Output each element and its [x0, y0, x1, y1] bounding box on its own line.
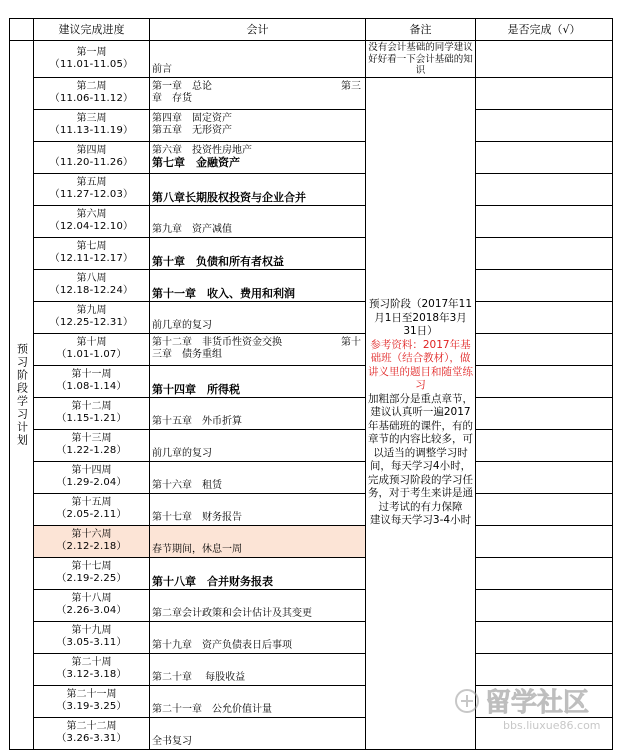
chapter-cell [150, 429, 366, 461]
week-dates: （2.12-2.18） [56, 541, 127, 552]
week-dates: （12.25-12.31） [49, 317, 134, 328]
chapter-text: 第九章 资产减值 [152, 223, 232, 235]
week-dates: （12.18-12.24） [49, 285, 134, 296]
chapter-cell [150, 41, 366, 78]
week-number: 第四周 [76, 145, 107, 156]
completion-cell[interactable] [476, 461, 613, 493]
week-row [10, 429, 613, 461]
chapter-text: 第一章 总论 [152, 80, 212, 92]
chapter-cell [150, 589, 366, 621]
week-dates: （2.19-2.25） [56, 573, 127, 584]
chapter-text-second-line: 第五章 无形资产 [152, 124, 232, 136]
completion-cell[interactable] [476, 173, 613, 205]
chapter-text-continued: 第三 [341, 80, 361, 92]
week-dates: （12.11-12.17） [49, 253, 134, 264]
study-plan-table [9, 18, 613, 750]
week-row [10, 301, 613, 333]
chapter-cell [150, 333, 366, 365]
week-row [10, 365, 613, 397]
week-row [10, 269, 613, 301]
week-cell [34, 205, 150, 237]
week-number: 第十一周 [71, 369, 112, 380]
completion-cell[interactable] [476, 557, 613, 589]
chapter-text: 第二十章 每股收益 [152, 671, 246, 683]
completion-cell[interactable] [476, 525, 613, 557]
chapter-text: 第十章 负债和所有者权益 [152, 254, 284, 268]
completion-cell[interactable] [476, 621, 613, 653]
week-row [10, 525, 613, 557]
completion-cell[interactable] [476, 301, 613, 333]
week-row [10, 621, 613, 653]
week-cell [34, 525, 150, 557]
chapter-cell [150, 493, 366, 525]
week-row [10, 41, 613, 78]
week-number: 第十八周 [71, 593, 112, 604]
week-dates: （2.26-3.04） [56, 605, 127, 616]
chapter-cell [150, 557, 366, 589]
chapter-text: 第十五章 外币折算 [152, 415, 242, 427]
week-number: 第十五周 [71, 497, 112, 508]
weeks-body [10, 41, 613, 750]
week-number: 第十四周 [71, 465, 112, 476]
week-cell [34, 461, 150, 493]
chapter-text-second-line: 第七章 金融资产 [152, 155, 240, 169]
week-number: 第十二周 [71, 401, 112, 412]
week-cell [34, 173, 150, 205]
completion-cell[interactable] [476, 77, 613, 109]
week-number: 第一周 [76, 46, 107, 58]
completion-cell[interactable] [476, 365, 613, 397]
header-progress: 建议完成进度 [34, 19, 150, 41]
week-number: 第十三周 [71, 433, 112, 444]
week-row [10, 141, 613, 173]
chapter-text: 第二章会计政策和会计估计及其变更 [152, 607, 312, 619]
week-row [10, 237, 613, 269]
week-dates: （11.01-11.05） [49, 58, 134, 70]
week-number: 第二十二周 [66, 721, 117, 732]
chapter-cell [150, 269, 366, 301]
header-completed: 是否完成（√） [476, 19, 613, 41]
week-number: 第十九周 [71, 625, 112, 636]
chapter-text: 第十九章 资产负债表日后事项 [152, 639, 292, 651]
chapter-cell [150, 301, 366, 333]
chapter-text: 春节期间，休息一周 [152, 543, 242, 555]
week-cell [34, 397, 150, 429]
remark-part2: 参考资料：2017年基础班（结合教材），做讲义里的题目和随堂练习 [368, 338, 473, 392]
completion-cell[interactable] [476, 141, 613, 173]
week-dates: （11.20-11.26） [49, 157, 134, 168]
week-dates: （1.01-1.07） [56, 349, 127, 360]
week-row [10, 397, 613, 429]
remark-part3: 加粗部分是重点章节，建议认真听一遍2017年基础班的课件，有的章节的内容比较多，可以适当的调整学习时间，每天学习4小时，完成预习阶段的学习任务，对于考生来讲是通过考试的有力保障 [368, 392, 473, 513]
week-cell [34, 141, 150, 173]
week-cell [34, 653, 150, 685]
remark-main [366, 77, 476, 749]
week-number: 第八周 [76, 273, 107, 284]
week-dates: （11.27-12.03） [49, 189, 134, 200]
chapter-cell [150, 621, 366, 653]
remark-part4: 建议每天学习3-4小时 [369, 514, 472, 527]
chapter-text: 第十一章 收入、费用和利润 [152, 286, 295, 300]
completion-cell[interactable] [476, 205, 613, 237]
chapter-text-continued: 第十 [341, 336, 361, 348]
chapter-cell [150, 141, 366, 173]
header-corner [10, 19, 34, 41]
week-number: 第五周 [76, 177, 107, 188]
completion-cell[interactable] [476, 269, 613, 301]
chapter-text: 第八章长期股权投资与企业合并 [152, 190, 306, 204]
study-plan-table-container [9, 18, 612, 750]
week-dates: （3.05-3.11） [56, 637, 127, 648]
watermark-logo [451, 679, 621, 735]
week-number: 第七周 [76, 241, 107, 252]
week-row [10, 109, 613, 141]
week-number: 第二十周 [71, 657, 112, 668]
stage-label-text: 预习阶段学习计划 [15, 342, 29, 447]
week-row [10, 173, 613, 205]
week-dates: （12.04-12.10） [49, 221, 134, 232]
chapter-text: 前言 [152, 63, 172, 75]
chapter-text: 前几章的复习 [152, 447, 212, 459]
week-number: 第二周 [76, 81, 107, 92]
week-number: 第十七周 [71, 561, 112, 572]
remark-part1: 预习阶段（2017年11月1日至2018年3月31日） [368, 298, 473, 338]
chapter-cell [150, 77, 366, 109]
completion-cell[interactable] [476, 397, 613, 429]
chapter-text-second-line: 章 存货 [152, 92, 192, 104]
week-dates: （1.22-1.28） [56, 445, 127, 456]
week-number: 第十六周 [71, 529, 112, 540]
week-dates: （1.15-1.21） [56, 413, 127, 424]
chapter-text: 第二十一章 公允价值计量 [152, 703, 272, 715]
week-number: 第六周 [76, 209, 107, 220]
week-cell [34, 717, 150, 749]
chapter-cell [150, 109, 366, 141]
week-cell [34, 301, 150, 333]
chapter-cell [150, 717, 366, 749]
week-cell [34, 557, 150, 589]
week-dates: （2.05-2.11） [56, 509, 127, 520]
week-dates: （1.29-2.04） [56, 477, 127, 488]
week-dates: （1.08-1.14） [56, 381, 127, 392]
watermark-text: 留学社区 [485, 688, 590, 718]
week-cell [34, 429, 150, 461]
header-accounting: 会计 [150, 19, 366, 41]
remark-basic: 没有会计基础的同学建议好好看一下会计基础的知识 [366, 41, 476, 78]
chapter-text-second-line: 三章 债务重组 [152, 348, 222, 360]
completion-cell[interactable] [476, 429, 613, 461]
week-cell [34, 77, 150, 109]
chapter-text: 第十四章 所得税 [152, 382, 240, 396]
week-row [10, 493, 613, 525]
chapter-text: 第十二章 非货币性资金交换 [152, 336, 282, 348]
week-dates: （3.26-3.31） [56, 733, 127, 744]
chapter-text: 第六章 投资性房地产 [152, 144, 252, 156]
week-number: 第十周 [76, 337, 107, 348]
chapter-text: 第十七章 财务报告 [152, 511, 242, 523]
week-cell [34, 685, 150, 717]
week-cell [34, 109, 150, 141]
week-cell [34, 237, 150, 269]
chapter-text: 第十八章 合并财务报表 [152, 574, 273, 588]
chapter-text: 第四章 固定资产 [152, 112, 232, 124]
watermark-url: bbs.liuxue86.com [503, 719, 601, 732]
stage-label [10, 41, 34, 750]
completion-cell[interactable] [476, 493, 613, 525]
chapter-cell [150, 461, 366, 493]
chapter-cell [150, 525, 366, 557]
completion-cell[interactable] [476, 109, 613, 141]
week-row [10, 557, 613, 589]
completion-cell[interactable] [476, 333, 613, 365]
week-number: 第二十一周 [66, 689, 117, 700]
week-dates: （11.06-11.12） [49, 93, 134, 104]
week-row [10, 333, 613, 365]
week-number: 第三周 [76, 113, 107, 124]
week-cell [34, 621, 150, 653]
chapter-text: 第十六章 租赁 [152, 479, 222, 491]
completion-cell[interactable] [476, 41, 613, 78]
week-cell [34, 269, 150, 301]
week-cell [34, 493, 150, 525]
chapter-cell [150, 237, 366, 269]
chapter-cell [150, 653, 366, 685]
chapter-cell [150, 685, 366, 717]
completion-cell[interactable] [476, 589, 613, 621]
week-cell [34, 365, 150, 397]
chapter-cell [150, 173, 366, 205]
chapter-text: 前几章的复习 [152, 319, 212, 331]
chapter-cell [150, 365, 366, 397]
week-dates: （3.12-3.18） [56, 669, 127, 680]
chapter-cell [150, 397, 366, 429]
chapter-text: 全书复习 [152, 735, 192, 747]
week-cell [34, 589, 150, 621]
week-row [10, 461, 613, 493]
chapter-cell [150, 205, 366, 237]
week-cell [34, 333, 150, 365]
week-dates: （3.19-3.25） [56, 701, 127, 712]
week-number: 第九周 [76, 305, 107, 316]
week-cell [34, 41, 150, 78]
week-dates: （11.13-11.19） [49, 125, 134, 136]
week-row [10, 589, 613, 621]
week-row [10, 205, 613, 237]
completion-cell[interactable] [476, 237, 613, 269]
header-row [10, 19, 613, 41]
header-remarks: 备注 [366, 19, 476, 41]
week-row [10, 77, 613, 109]
